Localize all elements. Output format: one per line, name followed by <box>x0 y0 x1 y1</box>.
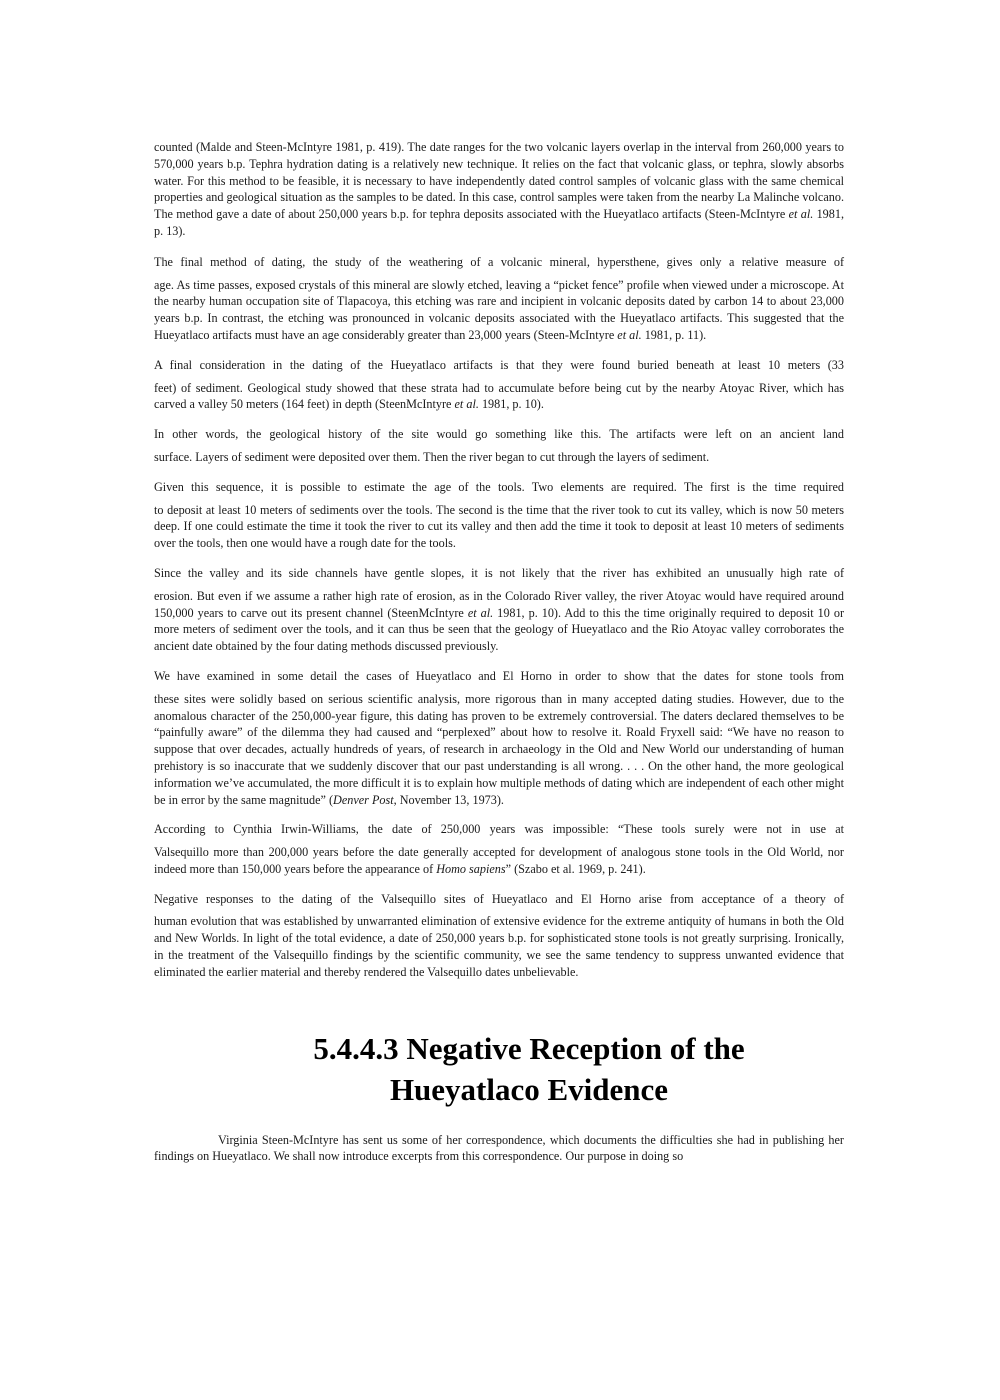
paragraph-geological-history <box>154 426 844 466</box>
paragraph-erosion <box>154 565 844 655</box>
paragraph-text-tail: , November 13, 1973). <box>393 792 504 807</box>
paragraph-controversy <box>154 668 844 808</box>
paragraph-sediment <box>154 357 844 413</box>
paragraph-first-line: Since the valley and its side channels have gentle slopes, it is not likely that the river has exhibited an unusually high rate of <box>154 565 844 580</box>
paragraph-text-tail: 1981, p. 10). Add to this the time originally required to deposit 10 or more meters of sediment over the tools, and it can thus be seen that the geology of Hueyatlaco and the Rio Atoyac valley corroborates the ancient date obtained by the four dating methods discussed previously. <box>154 605 844 654</box>
citation-italic: et al. <box>617 327 642 342</box>
citation-italic: et al. <box>467 605 494 620</box>
paragraph-text-tail: 1981, p. 11). <box>641 327 707 342</box>
paragraph-text: age. As time passes, exposed crystals of this mineral are slowly etched, leaving a “picket fence” profile when viewed under a microscope. At the nearby human occupation site of Tlapacoya, this etching was rare and incipient in volcanic deposits dated by carbon 14 to about 23,000 years b.p. In contrast, the etching was pronounced in volcanic deposits associated with the Hueyatlaco artifacts. This suggested that the Hueyatlaco artifacts must have an age considerably greater than 23,000 years (Steen-McIntyre <box>154 277 844 342</box>
paragraph-text: these sites were solidly based on serious scientific analysis, more rigorous than in many accepted dating studies. However, due to the anomalous character of the 250,000-year figure, this dating has proven to be extremely controversial. The daters declared themselves to be “painfully aware” of the dilemma they had caused and “perplexed” about how to resolve it. Roald Fryxell said: “We have no reason to suppose that over decades, actually hundreds of years, of research in archaeology in the Old and New World our understanding of human prehistory is so inaccurate that we suddenly discover that our past understanding is all wrong. . . . On the other hand, the more geological information we’ve accumulated, the more difficult it is to explain how multiple methods of dating which are independent of each other might be in error by the same magnitude” ( <box>154 691 844 807</box>
paragraph-first-line: Given this sequence, it is possible to estimate the age of the tools. Two elements are required. The first is the time required <box>154 479 844 494</box>
citation-italic: et al. <box>454 397 479 412</box>
paragraph-text: surface. Layers of sediment were deposited over them. Then the river began to cut through the layers of sediment. <box>154 449 710 464</box>
paragraph-text: to deposit at least 10 meters of sediments over the tools. The second is the time that the river took to cut its valley, which is now 50 meters deep. If one could estimate the time it took the river to cut its valley and then add the time it took to deposit at least 10 meters of sediments over the tools, then one would have a rough date for the tools. <box>154 502 844 551</box>
section-heading <box>154 1028 844 1110</box>
paragraph-text-tail: ” (Szabo et al. 1969, p. 241). <box>505 861 646 876</box>
paragraph-first-line: Negative responses to the dating of the Valsequillo sites of Hueyatlaco and El Horno arise from acceptance of a theory of <box>154 891 844 906</box>
paragraph-sequence <box>154 479 844 552</box>
paragraph-hypersthene <box>154 254 844 344</box>
paragraph-text: counted (Malde and Steen-McIntyre 1981, p. 419). The date ranges for the two volcanic layers overlap in the interval from 260,000 years to 570,000 years b.p. Tephra hydration dating is a relatively new technique. It relies on the fact that volcanic glass, or tephra, slowly absorbs water. For this method to be feasible, it is necessary to have independently dated control samples of volcanic glass with the same chemical properties and geological situation as the samples to be dated. In this case, control samples were taken from the nearby La Malinche volcano. The method gave a date of about 250,000 years b.p. for tephra deposits associated with the Hueyatlaco artifacts (Steen-McIntyre <box>154 140 844 222</box>
paragraph-first-line: We have examined in some detail the cases of Hueyatlaco and El Horno in order to show that the dates for stone tools from <box>154 668 844 683</box>
paragraph-irwin-williams <box>154 821 844 877</box>
paragraph-negative-responses <box>154 891 844 981</box>
paragraph-first-line: The final method of dating, the study of the weathering of a volcanic mineral, hypersthene, gives only a relative measure of <box>154 254 844 269</box>
section-heading-line-2: Hueyatlaco Evidence <box>389 1071 669 1107</box>
citation-italic: Denver Post <box>333 792 394 807</box>
citation-italic: Homo sapiens <box>436 861 506 876</box>
paragraph-text-tail: 1981, p. 13). <box>154 207 844 238</box>
paragraph-text: erosion. But even if we assume a rather high rate of erosion, as in the Colorado River valley, the river Atoyac would have required around 150,000 years to carve out its present channel (SteenMcIntyre <box>154 588 844 620</box>
paragraph-first-line: According to Cynthia Irwin-Williams, the date of 250,000 years was impossible: “These tools surely were not in use at <box>154 822 844 837</box>
paragraph-text-tail: 1981, p. 10). <box>478 397 544 412</box>
document-page <box>154 139 844 1178</box>
paragraph-tephra-hydration <box>154 139 844 240</box>
paragraph-section-intro: Virginia Steen-McIntyre has sent us some of her correspondence, which documents the difficulties she had in publishing her findings on Hueyatlaco. We shall now introduce excerpts from this correspondence. Our purpose in doing so <box>154 1132 844 1164</box>
paragraph-text: human evolution that was established by unwarranted elimination of extensive evidence for the extreme antiquity of humans in both the Old and New Worlds. In light of the total evidence, a date of 250,000 years b.p. for sophisticated stone tools is not greatly surprising. Ironically, in the treatment of the Valsequillo findings by the scientific community, we see the same tendency to suppress unwanted evidence that eliminated the earlier material and thereby rendered the Valsequillo dates unbelievable. <box>154 914 844 979</box>
citation-italic: et al. <box>788 207 814 222</box>
paragraph-first-line: A final consideration in the dating of the Hueyatlaco artifacts is that they were found buried beneath at least 10 meters (33 <box>154 357 844 372</box>
section-heading-line-1: 5.4.4.3 Negative Reception of the <box>313 1030 745 1066</box>
paragraph-text: feet) of sediment. Geological study showed that these strata had to accumulate before being cut by the nearby Atoyac River, which has carved a valley 50 meters (164 feet) in depth (SteenMcIntyre <box>154 380 844 412</box>
paragraph-text: Valsequillo more than 200,000 years before the date generally accepted for development of analogous stone tools in the Old World, nor indeed more than 150,000 years before the appearance of <box>154 845 844 876</box>
paragraph-first-line: In other words, the geological history of the site would go something like this. The artifacts were left on an ancient land <box>154 427 844 442</box>
